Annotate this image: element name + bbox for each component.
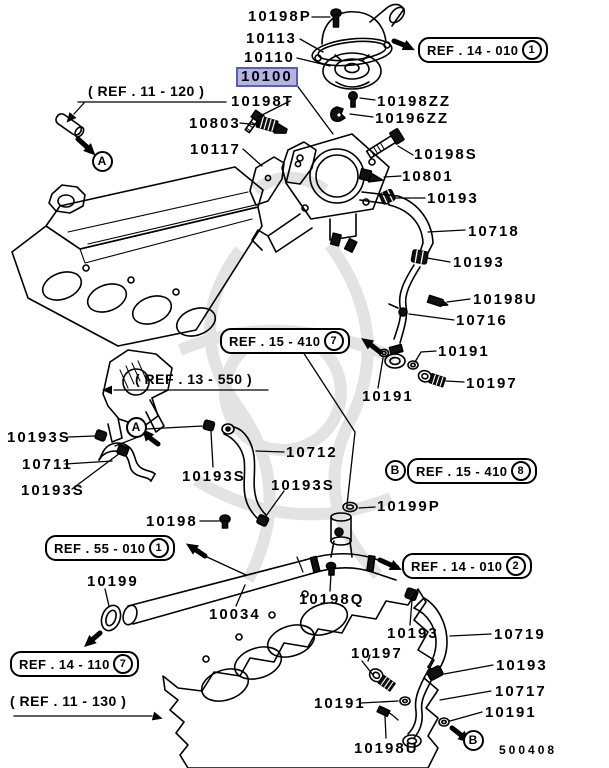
part-label: 10801 xyxy=(402,168,454,185)
ref-box-label: REF . 15 - 410 xyxy=(229,333,321,349)
ref-note: ( REF . 11 - 120 ) xyxy=(88,83,205,99)
part-label: 10117 xyxy=(190,141,241,158)
part-label: 10191 xyxy=(485,704,537,721)
ref-note: ( REF . 11 - 130 ) xyxy=(10,693,127,709)
ref-sheet-number: 1 xyxy=(149,538,169,558)
part-label: 10196ZZ xyxy=(375,110,450,127)
part-label: 10716 xyxy=(456,312,508,329)
ref-box-label: REF . 55 - 010 xyxy=(54,540,146,556)
part-label: 10719 xyxy=(494,626,546,643)
part-label: 10113 xyxy=(246,30,297,47)
ref-box-label: REF . 14 - 010 xyxy=(411,558,503,574)
assembly-marker-a: A xyxy=(126,417,147,438)
assembly-marker-b: B xyxy=(385,460,406,481)
part-label: 10191 xyxy=(438,343,490,360)
part-label: 10199P xyxy=(377,498,441,515)
part-label: 10191 xyxy=(314,695,366,712)
part-label: 10193 xyxy=(387,625,439,642)
ref-sheet-number: 8 xyxy=(511,461,531,481)
part-label: 10717 xyxy=(495,683,547,700)
part-label-highlighted: 10100 xyxy=(236,67,298,87)
ref-note: ( REF . 13 - 550 ) xyxy=(135,371,253,387)
part-label: 10198S xyxy=(414,146,478,163)
part-label: 10198T xyxy=(231,93,294,110)
part-label: 10034 xyxy=(209,606,261,623)
part-label: 10711 xyxy=(22,456,73,473)
assembly-marker-a: A xyxy=(92,151,113,172)
part-label: 10110 xyxy=(244,49,295,66)
diagram-code: 500408 xyxy=(499,743,558,757)
part-label: 10193S xyxy=(21,482,85,499)
part-label: 10191 xyxy=(362,388,414,405)
part-label: 10197 xyxy=(466,375,518,392)
ref-box-label: REF . 14 - 010 xyxy=(427,42,519,58)
ref-sheet-number: 2 xyxy=(506,556,526,576)
part-label: 10803 xyxy=(189,115,241,132)
part-label: 10718 xyxy=(468,223,520,240)
part-label: 10197 xyxy=(351,645,403,662)
part-label: 10198ZZ xyxy=(377,93,452,110)
part-label: 10193 xyxy=(427,190,479,207)
ref-sheet-number: 1 xyxy=(522,40,542,60)
ref-box-label: REF . 14 - 110 xyxy=(19,656,110,672)
part-label: 10193 xyxy=(496,657,548,674)
assembly-marker-b: B xyxy=(463,730,484,751)
part-label: 10198U xyxy=(473,291,538,308)
part-label: 10198Q xyxy=(299,591,365,608)
part-label: 10193 xyxy=(453,254,505,271)
part-label: 10198P xyxy=(248,8,312,25)
part-label: 10193S xyxy=(7,429,71,446)
part-label: 10199 xyxy=(87,573,139,590)
part-label: 10193S xyxy=(271,477,335,494)
part-label: 10193S xyxy=(182,468,246,485)
part-label: 10198U xyxy=(354,740,419,757)
ref-box-label: REF . 15 - 410 xyxy=(416,463,508,479)
part-label: 10198 xyxy=(146,513,198,530)
ref-sheet-number: 7 xyxy=(324,331,344,351)
part-label: 10712 xyxy=(286,444,338,461)
ref-sheet-number: 7 xyxy=(113,654,133,674)
